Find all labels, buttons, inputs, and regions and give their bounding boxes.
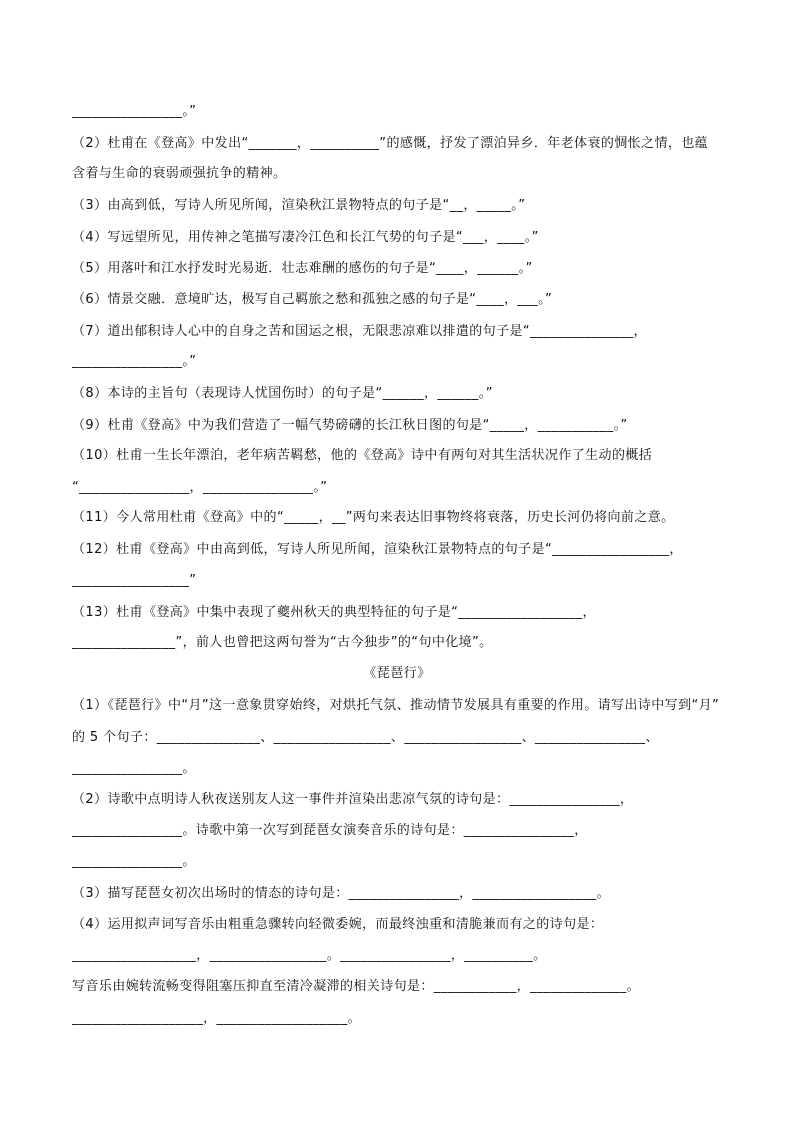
text-line: （6）情景交融．意境旷达，极写自己羁旅之愁和孤独之感的句子是“____，___。” [72, 292, 553, 307]
text-line: （9）杜甫《登高》中为我们营造了一幅气势磅礴的长江秋日图的句是“_____，___________。” [72, 418, 628, 433]
text-line: （1）《琵琶行》中“月”这一意象贯穿始终，对烘托气氛、推动情节发展具有重要的作用。请写出诗中写到“月” [72, 698, 720, 713]
text-line: （8）本诗的主旨句（表现诗人忧国伤时）的句子是“______，______。” [72, 386, 493, 401]
text-line: （4）写远望所见，用传神之笔描写凄冷江色和长江气势的句子是“___，____。” [72, 230, 539, 245]
text-line: （3）由高到低，写诗人所见所闻，渲染秋江景物特点的句子是“__，_____。” [72, 198, 526, 213]
text-line: ________________。 [72, 854, 196, 869]
text-line: （11）今人常用杜甫《登高》中的“_____，__”两句来表达旧事物终将衰落，历史长河仍将向前之意。 [72, 510, 675, 525]
text-line: ________________。” [72, 104, 197, 119]
text-line: （13）杜甫《登高》中集中表现了夔州秋天的典型特征的句子是“__________________， [72, 605, 596, 620]
text-line: （3）描写琵琶女初次出场时的情态的诗句是：________________，__________________。 [72, 886, 611, 901]
text-line: _______________”，前人也曾把这两句誉为“古今独步”的“句中化境”。 [72, 635, 493, 650]
text-line: （2）诗歌中点明诗人秋夜送别友人这一事件并渲染出悲凉气氛的诗句是：________________， [72, 792, 634, 807]
text-line: ________________。 [72, 761, 196, 776]
text-line: _________________” [72, 573, 197, 588]
text-line: （5）用落叶和江水抒发时光易逝．壮志难酬的感伤的句子是“____，______。” [72, 261, 533, 276]
section-title: 《琵琶行》 [363, 666, 431, 681]
text-line: “________________，________________。” [72, 480, 328, 495]
text-line: （4）运用拟声词写音乐由粗重急骤转向轻微委婉，而最终浊重和清脆兼而有之的诗句是： [72, 917, 604, 932]
text-line: （12）杜甫《登高》中由高到低，写诗人所见所闻，渲染秋江景物特点的句子是“_________________， [72, 542, 683, 557]
text-line: （7）道出郁积诗人心中的自身之苦和国运之根，无限悲凉难以排遣的句子是“_______________， [72, 324, 647, 339]
text-line: 的 5 个句子：_______________、_________________、_________________、________________、 [72, 730, 659, 745]
text-line: （10）杜甫一生长年漂泊，老年病苦羁愁，他的《登高》诗中有两句对其生活状况作了生动的概括 [72, 448, 653, 463]
text-line: 写音乐由婉转流畅变得阻塞压抑直至清冷凝滞的相关诗句是：____________，______________。 [72, 979, 641, 994]
text-line: （2）杜甫在《登高》中发出“_______，__________”的感慨，抒发了漂泊异乡．年老体衰的惆怅之情，也蕴 [72, 136, 709, 151]
text-line: __________________，_________________。________________，__________。 [72, 948, 547, 963]
text-line: ___________________，___________________。 [72, 1011, 361, 1026]
text-line: ________________。” [72, 354, 197, 369]
text-line: 含着与生命的衰弱顽强抗争的精神。 [72, 166, 287, 181]
text-line: ________________。诗歌中第一次写到琵琶女演奏音乐的诗句是：________________， [72, 823, 588, 838]
